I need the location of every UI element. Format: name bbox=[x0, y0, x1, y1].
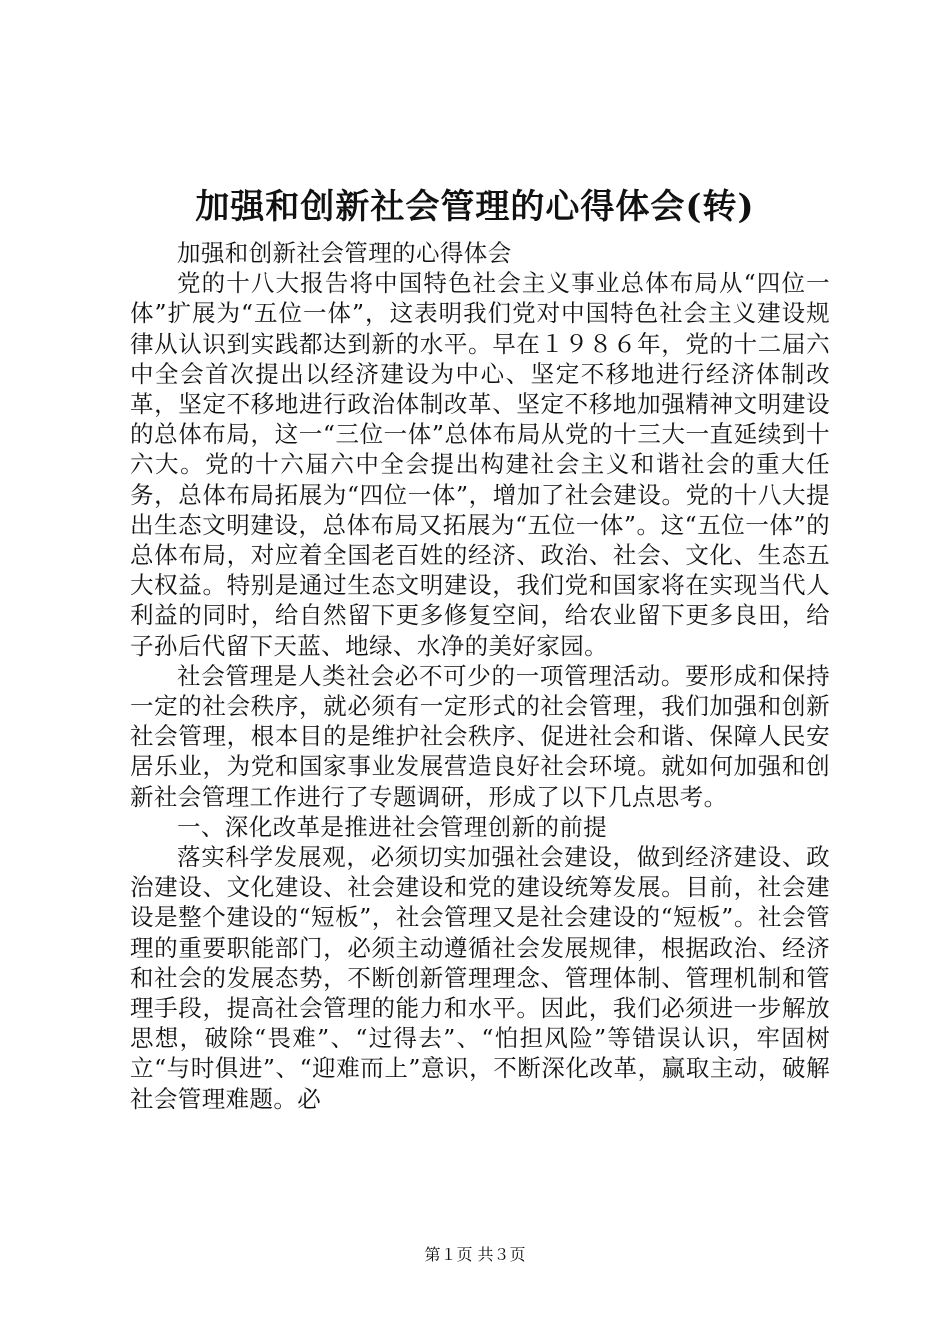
body-paragraph: 党的十八大报告将中国特色社会主义事业总体布局从“四位一体”扩展为“五位一体”，这表明我们党对中国特色社会主义建设规律从认识到实践都达到新的水平。早在１９８６年，党的十二届六中全会首次提出以经济建设为中心、坚定不移地进行经济体制改革，坚定不移地进行政治体制改革、坚定不移地加强精神文明建设的总体布局，这一“三位一体”总体布局从党的十三大一直延续到十六大。党的十六届六中全会提出构建社会主义和谐社会的重大任务，总体布局拓展为“四位一体”，增加了社会建设。党的十八大提出生态文明建设，总体布局又拓展为“五位一体”。这“五位一体”的总体布局，对应着全国老百姓的经济、政治、社会、文化、生态五大权益。特别是通过生态文明建设，我们党和国家将在实现当代人利益的同时，给自然留下更多修复空间，给农业留下更多良田，给子孙后代留下天蓝、地绿、水净的美好家园。 bbox=[130, 269, 830, 660]
body-paragraph: 社会管理是人类社会必不可少的一项管理活动。要形成和保持一定的社会秩序，就必须有一定形式的社会管理，我们加强和创新社会管理，根本目的是维护社会秩序、促进社会和谐、保障人民安居乐业，为党和国家事业发展营造良好社会环境。就如何加强和创新社会管理工作进行了专题调研，形成了以下几点思考。 bbox=[130, 661, 830, 811]
document-title: 加强和创新社会管理的心得体会(转) bbox=[195, 187, 755, 227]
subtitle-paragraph: 加强和创新社会管理的心得体会 bbox=[177, 239, 512, 267]
body-paragraph: 落实科学发展观，必须切实加强社会建设，做到经济建设、政治建设、文化建设、社会建设和党的建设统筹发展。目前，社会建设是整个建设的“短板”，社会管理又是社会建设的“短板”。社会管理的重要职能部门，必须主动遵循社会发展规律，根据政治、经济和社会的发展态势，不断创新管理理念、管理体制、管理机制和管理手段，提高社会管理的能力和水平。因此，我们必须进一步解放思想，破除“畏难”、“过得去”、“怕担风险”等错误认识，牢固树立“与时俱进”、“迎难而上”意识，不断深化改革，赢取主动，破解社会管理难题。必 bbox=[130, 843, 830, 1113]
page-footer: 第１页 共３页 bbox=[424, 1245, 526, 1264]
document-body bbox=[130, 238, 830, 1114]
section-heading: 一、深化改革是推进社会管理创新的前提 bbox=[177, 812, 608, 841]
